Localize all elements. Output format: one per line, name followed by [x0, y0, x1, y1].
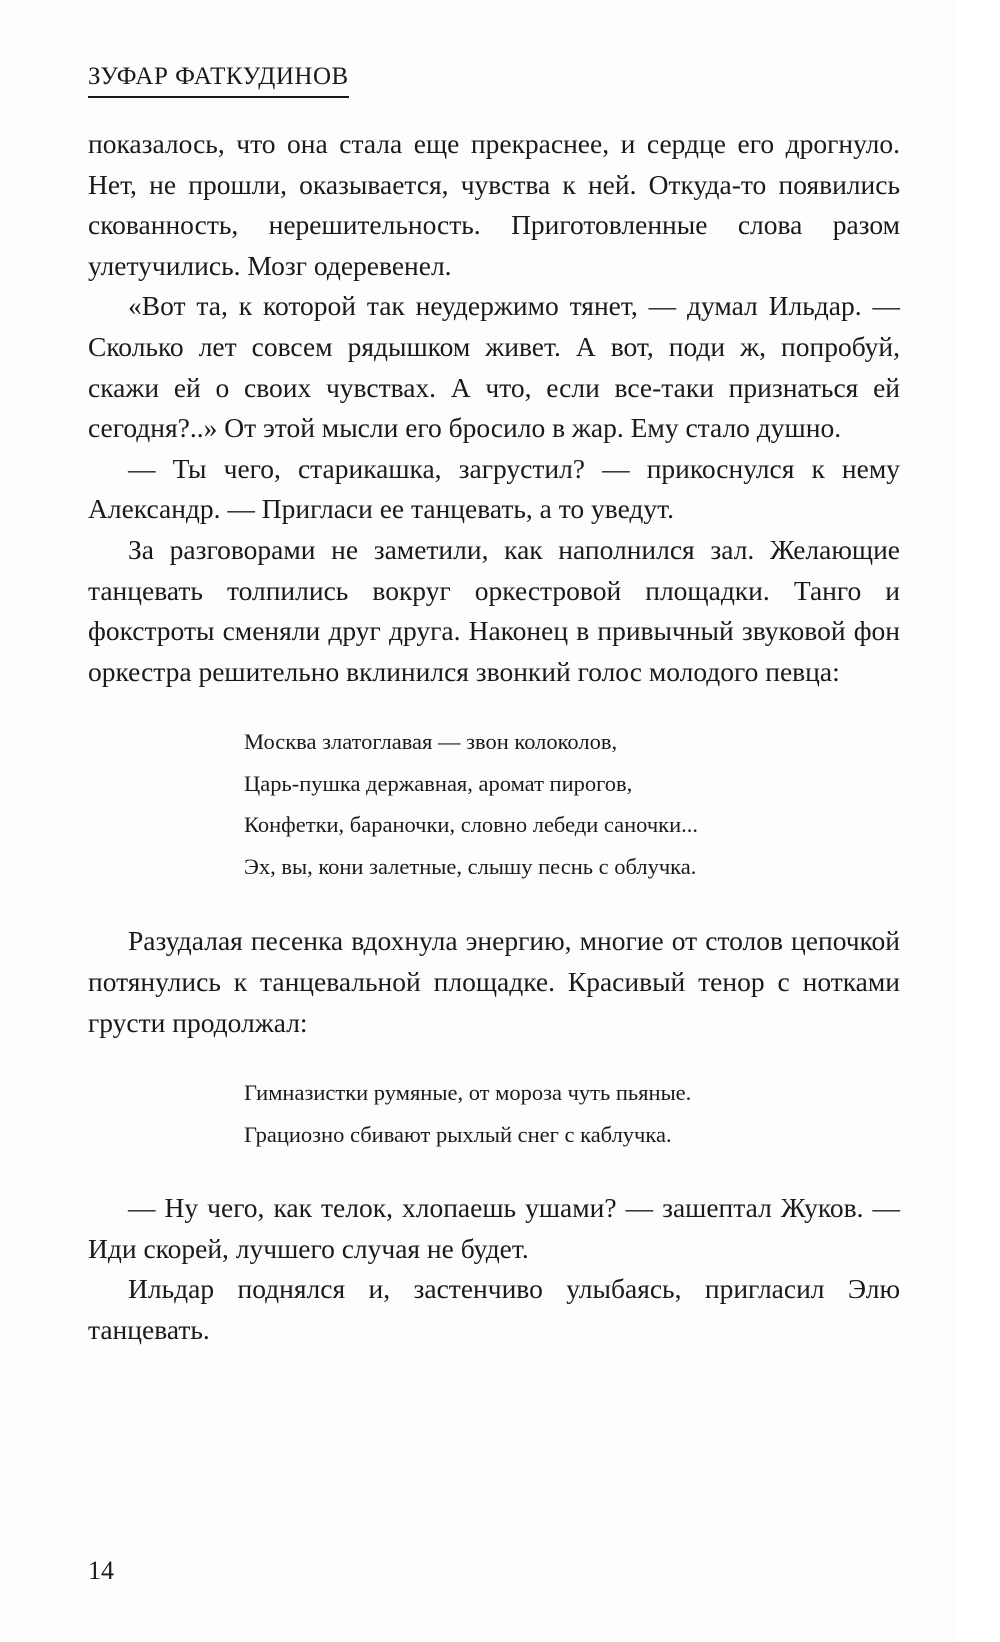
page-number: 14 [88, 1556, 114, 1585]
verse-line: Царь-пушка державная, аромат пирогов, [244, 770, 633, 796]
song-verse [88, 1072, 900, 1155]
paragraph: показалось, что она стала еще прекраснее, и сердце его дрогнуло. Нет, не прошли, оказывается, чувства к ней. Откуда-то появились скованность, нерешительность. Приготовленные слова разом улетучились. Мозг одеревенел. [88, 128, 900, 281]
paragraph: Ильдар поднялся и, застенчиво улыбаясь, пригласил Элю танцевать. [88, 1273, 900, 1345]
verse-line: Москва златоглавая — звон колоколов, [244, 729, 618, 755]
verse-line: Грациозно сбивают рыхлый снег с каблучка. [244, 1121, 672, 1147]
verse-line: Конфетки, бараночки, словно лебеди саночки... [244, 812, 699, 838]
page-body [88, 124, 900, 1350]
song-verse [88, 721, 900, 887]
verse-line: Гимназистки румяные, от мороза чуть пьяные. [244, 1080, 692, 1106]
paragraph: За разговорами не заметили, как наполнился зал. Желающие танцевать толпились вокруг оркестровой площадки. Танго и фокстроты сменяли друг друга. Наконец в привычный звуковой фон оркестра решительно вклинился звонкий голос молодого певца: [88, 533, 900, 687]
paragraph: — Ну чего, как телок, хлопаешь ушами? — зашептал Жуков. — Иди скорей, лучшего случая не будет. [88, 1192, 900, 1264]
paragraph: «Вот та, к которой так неудержимо тянет, — думал Ильдар. — Сколько лет совсем рядышком живет. А вот, поди ж, попробуй, скажи ей о своих чувствах. А что, если все-таки признаться ей сегодня?..» От этой мысли его бросило в жар. Ему стало душно. [88, 290, 900, 444]
running-header-author: ЗУФАР ФАТКУДИНОВ [88, 62, 349, 98]
paragraph: Разудалая песенка вдохнула энергию, многие от столов цепочкой потянулись к танцевальной площадке. Красивый тенор с нотками грусти продолжал: [88, 925, 900, 1038]
paragraph: — Ты чего, старикашка, загрустил? — прикоснулся к нему Александр. — Пригласи ее танцевать, а то уведут. [88, 452, 900, 525]
verse-line: Эх, вы, кони залетные, слышу песнь с облучка. [244, 853, 697, 879]
